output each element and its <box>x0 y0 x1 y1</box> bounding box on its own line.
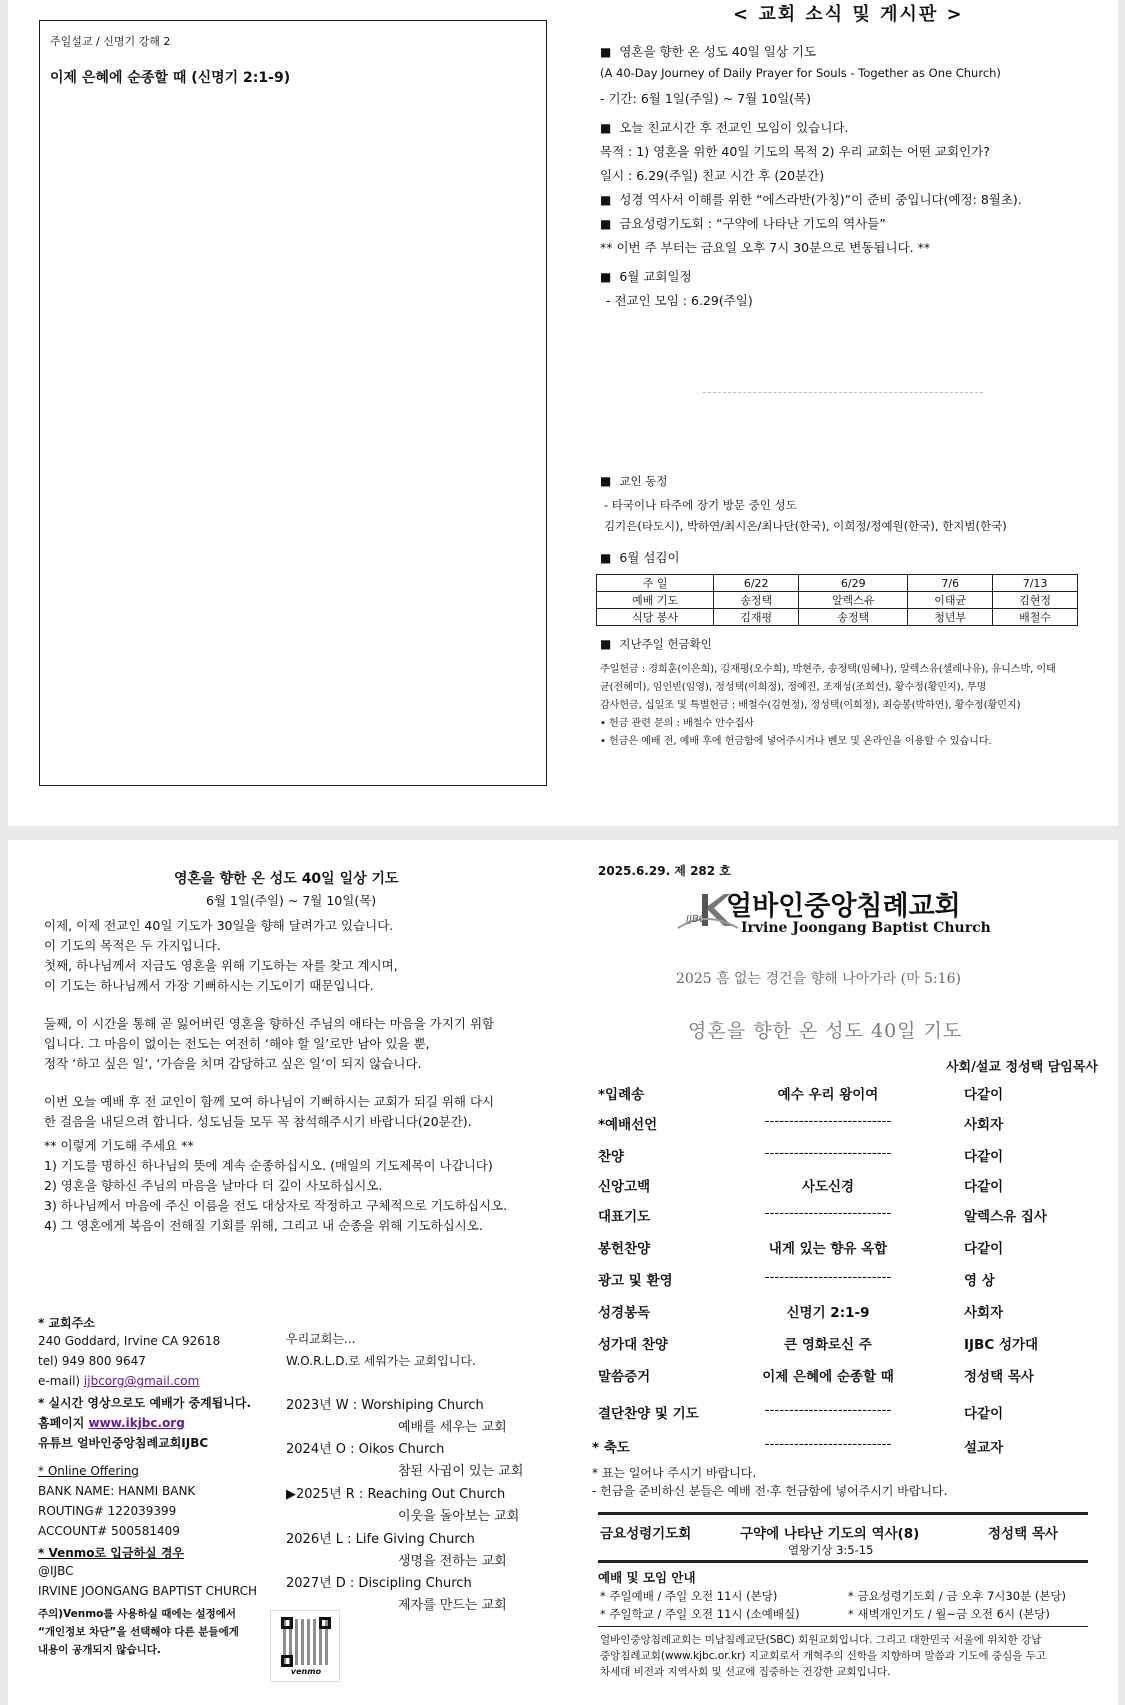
divider <box>598 1626 1088 1627</box>
news-prayer-head: ■ 영혼을 향한 온 성도 40일 일상 기도 <box>600 42 816 60</box>
order-content: 큰 영화로신 주 <box>784 1337 872 1353</box>
table-cell: 청년부 <box>908 609 993 626</box>
venmo-note: 내용이 공개되지 않습니다. <box>38 1644 161 1656</box>
news-june-item: - 전교인 모임 : 6.29(주일) <box>606 293 753 308</box>
offering-line-2: 균(전혜미), 임인빈(임영), 정성택(이희정), 정예진, 조재성(조희선), 황수정(황민지), 무명 <box>600 682 987 693</box>
order-content: -------------------------- <box>764 1436 892 1452</box>
table-cell: 송정택 <box>799 609 908 626</box>
offering-head: ■ 지난주일 헌금확인 <box>600 636 712 652</box>
world-item-year: 2024년 O : Oikos Church <box>286 1442 445 1457</box>
service-item: * 주일예배 / 주일 오전 11시 (본당) <box>600 1589 778 1603</box>
offering-note: - 헌금을 준비하신 분들은 예배 전·후 헌금함에 넣어주시기 바랍니다. <box>592 1484 948 1498</box>
divider <box>598 1512 1088 1515</box>
table-row <box>597 609 1078 626</box>
account-number: ACCOUNT# 500581409 <box>38 1524 180 1538</box>
prayer-p3-line: 한 걸음을 내딛으려 합니다. 성도님들 모두 꼭 참석해주시기 바랍니다(20분간). <box>44 1114 472 1129</box>
order-label: 대표기도 <box>598 1209 651 1225</box>
address: 240 Goddard, Irvine CA 92618 <box>38 1334 221 1348</box>
sermon-series: 주일설교 / 신명기 강해 2 <box>50 35 171 48</box>
table-cell: 이태균 <box>908 592 993 609</box>
issue-date: 2025.6.29. 제 282 호 <box>598 864 731 878</box>
order-label: *예배선언 <box>598 1117 658 1133</box>
offering-line-4: • 헌금 관련 문의 : 배철수 안수집사 <box>600 718 754 729</box>
offering-line-1: 주일헌금 : 경희훈(이은희), 김재평(오수희), 박현주, 송정택(임혜나), 알렉스유(셀레나유), 유니스박, 이태 <box>600 664 1056 675</box>
order-person: 다같이 <box>964 1087 1004 1103</box>
venmo-logo: venmo <box>290 1667 322 1676</box>
world-item-year: 2026년 L : Life Giving Church <box>286 1532 475 1547</box>
homepage-row <box>38 1414 185 1431</box>
table-cell: 알렉스유 <box>799 592 908 609</box>
table-header: 7/13 <box>993 575 1078 592</box>
friday-prayer-label: 금요성령기도회 <box>600 1526 692 1542</box>
prayer-list-item: 4) 그 영혼에게 복음이 전해질 기회를 위해, 그리고 내 순종을 위해 기도하십시오. <box>44 1218 483 1233</box>
order-person: 다같이 <box>964 1241 1004 1257</box>
offering-line-5: • 헌금은 예배 전, 예배 후에 헌금함에 넣어주시거나 벤모 및 온라인을 이용할 수 있습니다. <box>600 736 992 747</box>
worship-theme: 영혼을 향한 온 성도 40일 기도 <box>688 1020 963 1042</box>
church-name-english: Irvine Joongang Baptist Church <box>741 920 991 936</box>
homepage-link[interactable]: www.ikjbc.org <box>88 1416 185 1430</box>
order-person: 정성택 목사 <box>964 1369 1034 1385</box>
order-person: 다같이 <box>964 1179 1004 1195</box>
service-head: ■ 6월 섬김이 <box>600 548 680 566</box>
venmo-note: “개인정보 차단”을 선택해야 다른 분들에게 <box>38 1626 239 1638</box>
news-june-head: ■ 6월 교회일정 <box>600 267 692 285</box>
prayer-list-item: 1) 기도를 명하신 하나님의 뜻에 계속 순종하십시오. (매일의 기도제목이 나갑니다) <box>44 1158 493 1173</box>
order-content: 이제 은혜에 순종할 때 <box>762 1369 894 1385</box>
order-person: 영 상 <box>964 1273 995 1289</box>
news-meeting-head: ■ 오늘 친교시간 후 전교인 모임이 있습니다. <box>600 118 848 136</box>
offering-line-3: 감사헌금, 십일조 및 특별헌금 : 배철수(김현정), 정성택(이희정), 최승봉(박하연), 황수정(황민지) <box>600 700 1021 711</box>
footer-line: 차세대 비전과 지역사회 및 선교에 집중하는 건강한 교회입니다. <box>600 1666 891 1678</box>
venmo-head: * Venmo로 입금하실 경우 <box>38 1546 185 1560</box>
news-friday-note: ** 이번 주 부터는 금요일 오후 7시 30분으로 변동됩니다. ** <box>600 240 931 255</box>
table-header-row <box>597 575 1078 592</box>
order-label: *입례송 <box>598 1087 645 1103</box>
homepage-label: 홈페이지 <box>38 1416 89 1430</box>
youtube-channel: 유튜브 얼바인중앙침례교회IJBC <box>38 1436 209 1450</box>
order-content: 신명기 2:1-9 <box>786 1305 870 1321</box>
prayer-list-head: ** 이렇게 기도해 주세요 ** <box>44 1138 194 1153</box>
table-row <box>597 592 1078 609</box>
members-line-1: - 타국이나 타주에 장기 방문 중인 성도 <box>604 498 797 512</box>
news-friday-head: ■ 금요성령기도회 : “구약에 나타난 기도의 역사들” <box>600 214 886 232</box>
venmo-note: 주의)Venmo를 사용하실 때에는 설정에서 <box>38 1608 237 1620</box>
bulletin-outer-page <box>8 840 1118 1705</box>
order-content: -------------------------- <box>764 1113 892 1129</box>
bank-name: BANK NAME: HANMI BANK <box>38 1484 196 1498</box>
prayer-p2-line: 정작 ‘하고 싶은 일’, ‘가슴을 치며 감당하고 싶은 일’이 되지 않습니다. <box>44 1056 422 1071</box>
world-item-year: 2023년 W : Worshiping Church <box>286 1398 484 1413</box>
prayer-p3-line: 이번 오늘 예배 후 전 교인이 함께 모여 하나님이 기뻐하시는 교회가 되길 위해 다시 <box>44 1094 495 1109</box>
qr-finder <box>281 1617 293 1629</box>
table-cell: 배철수 <box>993 609 1078 626</box>
members-head: ■ 교인 동정 <box>600 473 667 489</box>
order-label: 말씀증거 <box>598 1369 651 1385</box>
order-person: 다같이 <box>964 1406 1004 1422</box>
qr-finder <box>319 1617 331 1629</box>
news-board-title: < 교회 소식 및 게시판 > <box>733 4 964 25</box>
order-content: 내게 있는 향유 옥합 <box>768 1241 888 1257</box>
world-intro: W.O.R.L.D.로 세워가는 교회입니다. <box>286 1354 476 1368</box>
news-prayer-period: - 기간: 6월 1일(주일) ~ 7월 10일(목) <box>600 91 811 106</box>
prayer-period: 6월 1일(주일) ~ 7월 10일(목) <box>206 893 377 908</box>
service-item: * 새벽개인기도 / 월~금 오전 6시 (본당) <box>848 1607 1050 1621</box>
year-verse: 2025 흠 없는 경건을 향해 나아가라 (마 5:16) <box>676 971 961 987</box>
sermon-notes-box <box>39 20 547 786</box>
services-head: 예배 및 모임 안내 <box>598 1570 696 1585</box>
table-cell: 김현정 <box>993 592 1078 609</box>
world-item-year: ▶2025년 R : Reaching Out Church <box>286 1487 506 1502</box>
order-person: 알렉스유 집사 <box>964 1209 1047 1225</box>
world-item-desc: 참된 사귐이 있는 교회 <box>398 1464 524 1479</box>
news-prayer-en: (A 40-Day Journey of Daily Prayer for Souls - Together as One Church) <box>600 66 1001 80</box>
bulletin-inner-page <box>8 0 1118 826</box>
prayer-p2-line: 둘째, 이 시간을 통해 곧 잃어버린 영혼을 향하신 주님의 애타는 마음을 가지기 위함 <box>44 1016 495 1031</box>
service-item: * 주일학교 / 주일 오전 11시 (소예배실) <box>600 1607 800 1621</box>
qr-finder <box>281 1655 293 1667</box>
table-cell: 송정택 <box>714 592 799 609</box>
prayer-list-item: 2) 영혼을 향하신 주님의 마음을 날마다 더 깊이 사모하십시오. <box>44 1178 383 1193</box>
order-label: 결단찬양 및 기도 <box>598 1406 699 1422</box>
standing-note: * 표는 일어나 주시기 바랍니다. <box>592 1466 757 1480</box>
world-intro: 우리교회는... <box>286 1332 356 1346</box>
news-bible-school: ■ 성경 역사서 이해를 위한 “에스라반(가칭)”이 준비 중입니다(예정: 8월초). <box>600 190 1022 208</box>
service-item: * 금요성령기도회 / 금 오후 7시30분 (본당) <box>848 1589 1067 1603</box>
email-row <box>38 1374 199 1388</box>
order-label: * 축도 <box>592 1440 630 1456</box>
order-label: 성가대 찬양 <box>598 1337 668 1353</box>
email-label: e-mail) <box>38 1374 84 1388</box>
section-divider <box>703 392 983 393</box>
news-meeting-date: 일시 : 6.29(주일) 친교 시간 후 (20분간) <box>600 168 825 183</box>
table-header: 6/22 <box>714 575 799 592</box>
world-item-year: 2027년 D : Discipling Church <box>286 1576 472 1591</box>
church-name-korean: 얼바인중앙침례교회 <box>726 891 961 922</box>
prayer-title: 영혼을 향한 온 성도 40일 일상 기도 <box>174 871 399 887</box>
sermon-title: 이제 은혜에 순종할 때 (신명기 2:1-9) <box>50 70 291 86</box>
order-label: 신앙고백 <box>598 1179 651 1195</box>
order-person: 설교자 <box>964 1440 1004 1456</box>
online-offering-head: * Online Offering <box>38 1464 139 1478</box>
table-header: 7/6 <box>908 575 993 592</box>
order-label: 봉헌찬양 <box>598 1241 651 1257</box>
footer-line: 중앙침례교회(www.kjbc.or.kr) 지교회로서 개혁주의 신학을 지향하며 말씀과 기도에 중심을 두고 <box>600 1650 1047 1662</box>
church-logo-text: IJBC <box>686 914 706 925</box>
prayer-p1-line: 이제, 이제 전교인 40일 기도가 30일을 향해 달려가고 있습니다. <box>44 918 394 933</box>
table-cell: 식당 봉사 <box>597 609 714 626</box>
address-head: * 교회주소 <box>38 1316 95 1330</box>
order-content: 사도신경 <box>801 1179 855 1195</box>
prayer-p2-line: 입니다. 그 마음이 없이는 전도는 여전히 ‘해야 할 일’로만 남아 있을 뿐, <box>44 1036 430 1051</box>
phone: tel) 949 800 9647 <box>38 1354 146 1368</box>
prayer-list-item: 3) 하나님께서 마음에 주신 이름을 전도 대상자로 작정하고 구체적으로 기도하십시오. <box>44 1198 508 1213</box>
members-line-2: 김기은(타도시), 박하연/최시온/최나단(한국), 이희정/정예원(한국), 한지범(한국) <box>604 519 1007 533</box>
footer-line: 얼바인중앙침례교회는 미남침례교단(SBC) 회원교회입니다. 그리고 대한민국 서울에 위치한 강남 <box>600 1634 1042 1646</box>
prayer-p1-line: 이 기도는 하나님께서 가장 기뻐하시는 기도이기 때문입니다. <box>44 978 374 993</box>
order-person: IJBC 성가대 <box>964 1337 1039 1353</box>
email-link[interactable]: ijbcorg@gmail.com <box>83 1374 200 1388</box>
order-label: 찬양 <box>598 1149 625 1165</box>
venmo-id: @IJBC <box>38 1564 74 1578</box>
order-content: -------------------------- <box>764 1402 892 1418</box>
venmo-name: IRVINE JOONGANG BAPTIST CHURCH <box>38 1584 257 1598</box>
prayer-p1-line: 이 기도의 목적은 두 가지입니다. <box>44 938 221 953</box>
worship-leader: 사회/설교 정성택 담임목사 <box>946 1060 1098 1075</box>
order-person: 사회자 <box>964 1305 1004 1321</box>
order-person: 사회자 <box>964 1117 1004 1133</box>
friday-prayer-speaker: 정성택 목사 <box>988 1526 1058 1542</box>
table-header: 주 일 <box>597 575 714 592</box>
order-person: 다같이 <box>964 1149 1004 1165</box>
order-content: -------------------------- <box>764 1205 892 1221</box>
table-cell: 김재평 <box>714 609 799 626</box>
order-label: 성경봉독 <box>598 1305 651 1321</box>
routing-number: ROUTING# 122039399 <box>38 1504 177 1518</box>
table-cell: 예배 기도 <box>597 592 714 609</box>
world-item-desc: 예배를 세우는 교회 <box>398 1420 507 1435</box>
news-meeting-purpose: 목적 : 1) 영혼을 위한 40일 기도의 목적 2) 우리 교회는 어떤 교회인가? <box>600 144 990 159</box>
world-item-desc: 제자를 만드는 교회 <box>398 1598 507 1613</box>
order-label: 광고 및 환영 <box>598 1273 673 1289</box>
prayer-p1-line: 첫째, 하나님께서 지금도 영혼을 위해 기도하는 자를 찾고 계시며, <box>44 958 398 973</box>
order-content: -------------------------- <box>764 1145 892 1161</box>
friday-prayer-title: 구약에 나타난 기도의 역사(8) <box>740 1526 920 1542</box>
table-header: 6/29 <box>799 575 908 592</box>
divider <box>598 1560 1088 1563</box>
live-stream-note: * 실시간 영상으로도 예배가 중계됩니다. <box>38 1396 252 1410</box>
order-content: 예수 우리 왕이여 <box>777 1087 879 1103</box>
friday-prayer-ref: 열왕기상 3:5-15 <box>788 1543 874 1557</box>
order-content: -------------------------- <box>764 1269 892 1285</box>
service-schedule-table <box>596 574 1078 626</box>
venmo-qr-code[interactable] <box>270 1610 340 1682</box>
world-item-desc: 생명을 전하는 교회 <box>398 1554 507 1569</box>
world-item-desc: 이웃을 돌아보는 교회 <box>398 1509 520 1524</box>
